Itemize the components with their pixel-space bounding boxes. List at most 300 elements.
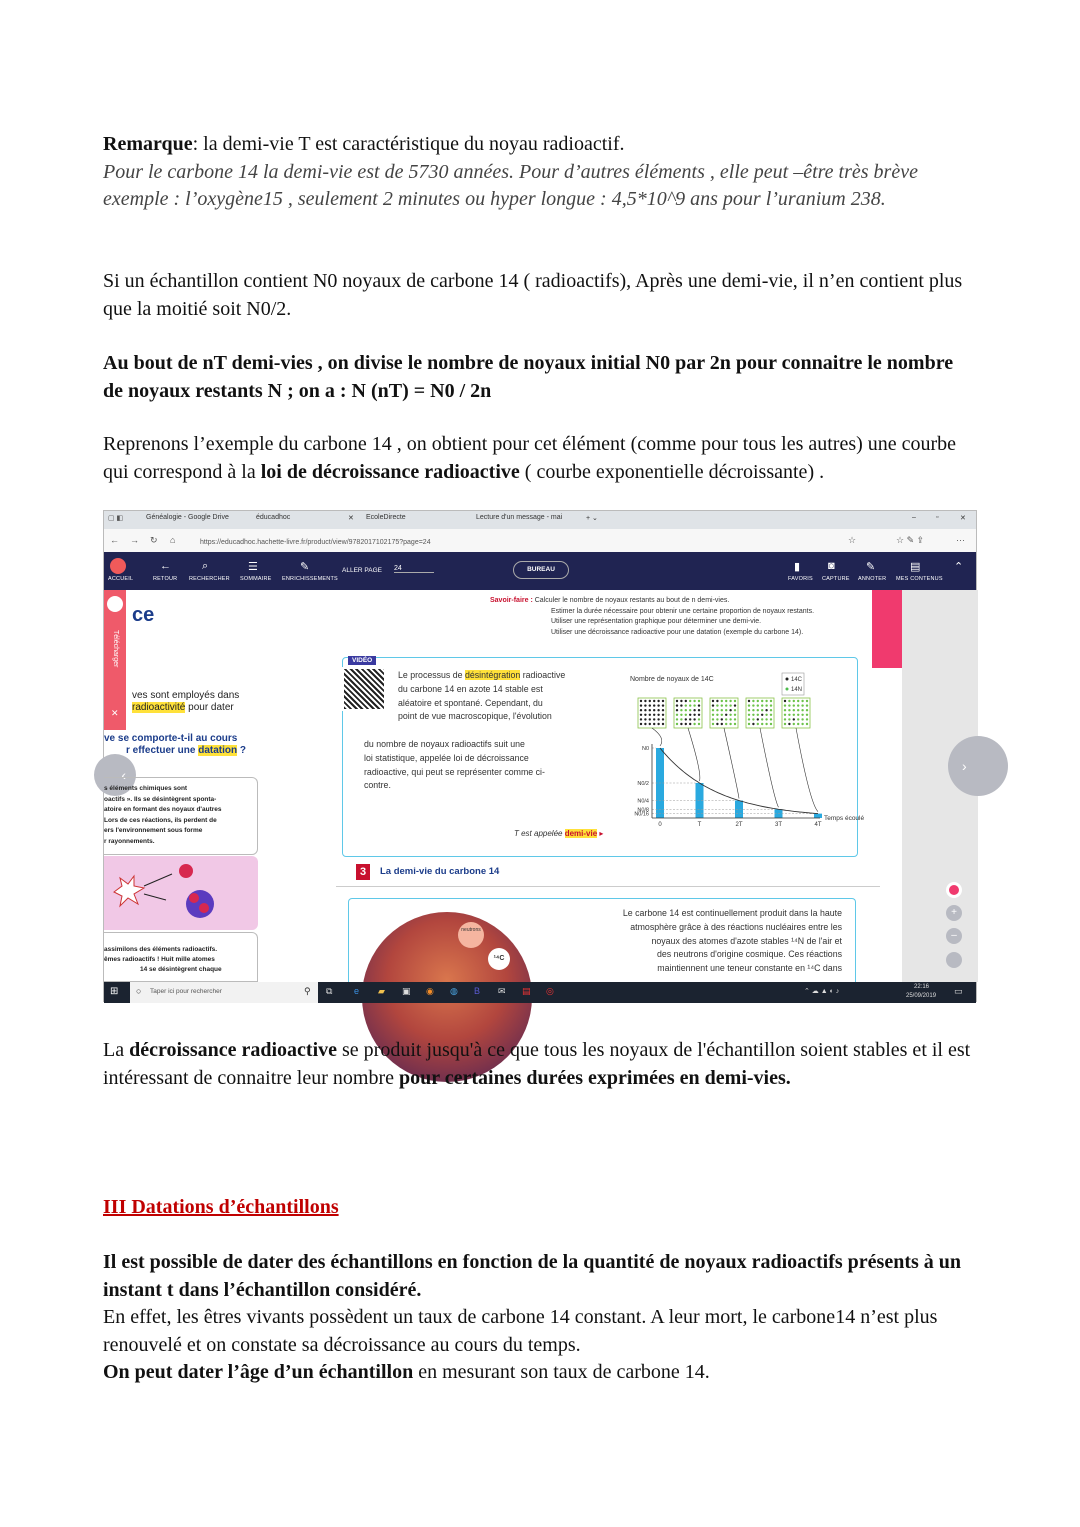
sample-grid-frame (782, 698, 810, 728)
sample-nucleus (765, 700, 767, 702)
sample-nucleus (793, 709, 795, 711)
sample-nucleus (752, 714, 754, 716)
carbone-line: maintiennent une teneur constante en ¹⁴C dans (657, 963, 842, 974)
sample-nucleus (653, 723, 655, 725)
grid-arrow (760, 728, 779, 807)
sample-nucleus (765, 709, 767, 711)
chart-xticks (658, 822, 822, 828)
rechercher-button[interactable]: RECHERCHER (189, 576, 230, 582)
sample-nucleus (765, 714, 767, 716)
para-decroissance (103, 1037, 978, 1092)
para-datation (103, 1249, 978, 1387)
sample-nucleus (770, 700, 772, 702)
sample-grid-frame (710, 698, 738, 728)
y-tick-label: N0/4 (637, 798, 649, 805)
sample-nucleus (797, 723, 799, 725)
intro-text-a: ves sont employés dans (132, 690, 240, 701)
task-view-icon[interactable]: ⧉ (326, 986, 333, 996)
sample-nucleus (693, 704, 695, 706)
tab-lecture-message[interactable]: Lecture d'un message - mai (476, 514, 563, 521)
sample-nucleus (693, 714, 695, 716)
sample-nucleus (649, 714, 651, 716)
left-question (104, 733, 260, 757)
maximize-icon[interactable]: ▫ (936, 514, 939, 521)
sample-nucleus (685, 714, 687, 716)
sample-nucleus (693, 723, 695, 725)
atom-illustration (104, 856, 258, 930)
sample-grid (782, 698, 818, 812)
sample-nucleus (716, 709, 718, 711)
zoom-out-icon[interactable]: – (946, 928, 962, 944)
sample-nucleus (653, 704, 655, 706)
video-line: radioactive, qui peut se représenter comme ci- (364, 766, 545, 777)
sample-nucleus (797, 704, 799, 706)
sample-nucleus (649, 704, 651, 706)
sample-nucleus (725, 709, 727, 711)
grid-arrow (796, 728, 818, 812)
sample-nucleus (640, 718, 642, 720)
sample-nucleus (788, 714, 790, 716)
sample-nucleus (806, 700, 808, 702)
sample-nucleus (689, 723, 691, 725)
sample-nucleus (757, 704, 759, 706)
x-tick-label: 2T (735, 822, 743, 828)
box-line: r rayonnements. (104, 837, 155, 845)
chart-sample-grids (638, 698, 818, 812)
decroissance-text-a: La (103, 1039, 130, 1061)
more-icon[interactable]: ··· (956, 535, 965, 545)
new-tab-icon[interactable]: + ⌄ (586, 515, 598, 522)
sample-nucleus (676, 714, 678, 716)
sample-nucleus (693, 718, 695, 720)
app-b-icon[interactable]: B (474, 986, 481, 996)
sample-nucleus (770, 709, 772, 711)
sample-nucleus (725, 723, 727, 725)
sample-nucleus (698, 709, 700, 711)
decroissance-text-c: se produit jusqu'à ce que tous les noyaux de l'échantillon soient stables et il est intéressant de connaitre leur nombre (103, 1039, 971, 1089)
sample-nucleus (662, 700, 664, 702)
retour-button[interactable]: RETOUR (153, 576, 178, 582)
close-icon[interactable]: ✕ (111, 708, 119, 718)
favoris-button[interactable]: FAVORIS (788, 576, 813, 582)
tab-ecoledirecte[interactable]: EcoleDirecte (366, 514, 406, 521)
capture-button[interactable]: CAPTURE (822, 576, 850, 582)
sample-nucleus (752, 723, 754, 725)
sample-nucleus (765, 718, 767, 720)
box-line: s éléments chimiques sont (104, 785, 188, 792)
sample-nucleus (685, 704, 687, 706)
left-intro (132, 690, 262, 714)
box-line: oactifs ». Ils se désintègrent sponta- (104, 795, 217, 803)
sample-nucleus (801, 718, 803, 720)
taskbar-date: 25/09/2019 (906, 993, 937, 999)
demi-vie-caption (514, 829, 603, 838)
chart-bar (814, 814, 822, 818)
box-line: atoire en formant des noyaux d'autres (104, 806, 222, 813)
x-tick-label: 4T (814, 822, 822, 828)
pdf-icon[interactable]: ▤ (522, 986, 531, 996)
sample-nucleus (653, 714, 655, 716)
sample-nucleus (685, 700, 687, 702)
grid-arrow (652, 728, 662, 746)
sample-nucleus (801, 723, 803, 725)
c14-label: ¹⁴C (488, 948, 510, 970)
close-window-icon[interactable]: ✕ (960, 515, 966, 522)
camera-icon[interactable]: ◙ (828, 560, 835, 572)
sample-nucleus (649, 718, 651, 720)
sample-nucleus (806, 704, 808, 706)
question-highlight: datation (198, 745, 238, 756)
cortana-icon: ○ (136, 986, 142, 996)
sample-nucleus (797, 709, 799, 711)
legend-c14: 14C (791, 677, 803, 683)
sample-nucleus (770, 718, 772, 720)
sample-nucleus (757, 709, 759, 711)
para-n0: Si un échantillon contient N0 noyaux de carbone 14 ( radioactifs), Après une demi-vie, il n’en contient plus que la moitié soit N0/2. (103, 270, 963, 320)
sample-nucleus (662, 709, 664, 711)
sample-nucleus (748, 700, 750, 702)
sample-nucleus (644, 714, 646, 716)
minimize-icon[interactable]: – (912, 514, 916, 521)
legend-n14-dot (786, 688, 789, 691)
sample-nucleus (734, 709, 736, 711)
datation-bold-2: On peut dater l’âge d’un échantillon (103, 1361, 414, 1383)
sample-nucleus (693, 709, 695, 711)
fullscreen-icon[interactable] (946, 952, 962, 968)
sample-grid (746, 698, 779, 807)
sample-nucleus (729, 700, 731, 702)
page-title: ce (132, 604, 155, 626)
sample-nucleus (757, 718, 759, 720)
sample-nucleus (676, 704, 678, 706)
sample-nucleus (712, 714, 714, 716)
sample-nucleus (752, 718, 754, 720)
mail-icon[interactable]: ✉ (498, 986, 506, 996)
sample-nucleus (725, 704, 727, 706)
zoom-in-icon[interactable]: + (946, 905, 962, 921)
sample-nucleus (806, 709, 808, 711)
mes-contenus-button[interactable]: MES CONTENUS (896, 576, 943, 582)
sample-nucleus (770, 714, 772, 716)
remarque-label: Remarque (103, 133, 193, 155)
aller-page-label: ALLER PAGE (342, 567, 382, 574)
list-icon[interactable]: ☰ (248, 561, 258, 573)
sample-nucleus (657, 718, 659, 720)
sample-grid (674, 698, 702, 781)
favorites-icon[interactable]: ☆ ✎ ⇪ (896, 535, 925, 545)
store-icon[interactable]: ▣ (402, 986, 411, 996)
sample-nucleus (729, 704, 731, 706)
datation-bold: Il est possible de dater des échantillons en fonction de la quantité de noyaux radioactifs présents à un instant t dans l’échantillon considéré. (103, 1251, 962, 1301)
sample-nucleus (649, 700, 651, 702)
reprenons-text-c: ( courbe exponentielle décroissante) . (519, 460, 825, 483)
taskbar-search-placeholder: Taper ici pour rechercher (150, 988, 222, 995)
carbone-line: noyaux des atomes d'azote stables ¹⁴N de l'air et (651, 935, 842, 946)
bottom-line: êmes radioactifs ! Huit mille atomes (104, 956, 215, 963)
sample-nucleus (765, 723, 767, 725)
folder-icon[interactable]: ▤ (910, 561, 921, 573)
sample-nucleus (801, 704, 803, 706)
prev-page-button[interactable]: ‹ (94, 754, 136, 796)
intro-text-c: pour dater (185, 702, 234, 713)
sample-nucleus (698, 718, 700, 720)
sample-nucleus (640, 704, 642, 706)
sample-nucleus (680, 714, 682, 716)
sample-nucleus (761, 700, 763, 702)
taskbar-search[interactable] (130, 982, 318, 1003)
sample-nucleus (680, 723, 682, 725)
sample-nucleus (712, 704, 714, 706)
close-icon[interactable]: ✕ (348, 515, 354, 522)
sample-nucleus (757, 700, 759, 702)
question-line1: ve se comporte-t-il au cours (104, 733, 238, 744)
mic-icon: ⚲ (304, 986, 311, 996)
logo-icon (110, 558, 126, 574)
tab-educadhoc[interactable]: éducadhoc (256, 514, 291, 521)
sample-nucleus (653, 709, 655, 711)
sample-nucleus (644, 723, 646, 725)
back-arrow-icon[interactable]: ← (160, 560, 171, 572)
sample-nucleus (680, 700, 682, 702)
tray-icons[interactable]: ⌃ ☁ ▲ ◐ ♪ (804, 988, 840, 995)
sample-nucleus (685, 709, 687, 711)
sample-nucleus (657, 704, 659, 706)
legend-n14: 14N (791, 687, 803, 693)
tab-genealogie[interactable]: Généalogie - Google Drive (146, 514, 229, 521)
sample-nucleus (793, 718, 795, 720)
sample-nucleus (640, 700, 642, 702)
para-reprenons (103, 431, 978, 486)
sample-nucleus (640, 723, 642, 725)
sample-nucleus (657, 709, 659, 711)
sample-nucleus (716, 714, 718, 716)
sample-grid (638, 698, 666, 746)
neutrons-label: neutrons (458, 922, 484, 948)
y-tick-label: N0/2 (637, 781, 649, 787)
search-icon[interactable]: ⌕ (202, 560, 209, 572)
sample-nucleus (689, 718, 691, 720)
sample-nucleus (712, 723, 714, 725)
sample-nucleus (698, 714, 700, 716)
sample-nucleus (770, 723, 772, 725)
star-icon[interactable]: ☆ (848, 535, 857, 545)
carbone-text (542, 907, 842, 976)
video-line: contre. (364, 780, 391, 791)
sample-grid (710, 698, 739, 799)
savoir-faire (490, 596, 870, 638)
carbone-line: Le carbone 14 est continuellement produit dans la haute (622, 908, 842, 918)
sample-nucleus (729, 709, 731, 711)
sample-nucleus (752, 709, 754, 711)
windows-start-icon[interactable]: ⊞ (110, 986, 119, 997)
video-line: loi statistique, appelée loi de décroissance (364, 752, 529, 763)
sample-nucleus (761, 704, 763, 706)
sample-nucleus (676, 700, 678, 702)
sample-nucleus (734, 718, 736, 720)
sample-nucleus (801, 700, 803, 702)
sample-nucleus (761, 709, 763, 711)
telecharger-label: Télécharger (112, 630, 119, 668)
sample-nucleus (644, 700, 646, 702)
sample-nucleus (644, 718, 646, 720)
intro-highlight: radioactivité (132, 702, 186, 713)
savoir-faire-line: Estimer la durée nécessaire pour obtenir une certaine proportion de noyaux restants. (551, 607, 815, 615)
sample-nucleus (788, 709, 790, 711)
sample-nucleus (797, 714, 799, 716)
firefox-icon[interactable]: ◉ (426, 986, 434, 996)
sample-nucleus (721, 700, 723, 702)
sample-nucleus (748, 709, 750, 711)
paperclip-icon[interactable]: ✎ (300, 561, 310, 573)
sample-nucleus (806, 718, 808, 720)
sample-nucleus (797, 718, 799, 720)
sample-nucleus (784, 700, 786, 702)
sample-nucleus (793, 704, 795, 706)
sample-nucleus (748, 714, 750, 716)
enrichissements-button[interactable]: ENRICHISSEMENTS (282, 576, 338, 582)
sample-nucleus (748, 704, 750, 706)
sample-nucleus (657, 723, 659, 725)
bureau-button[interactable]: BUREAU (513, 561, 569, 579)
forward-icon[interactable]: → (130, 535, 139, 545)
reprenons-bold: loi de décroissance radioactive (260, 460, 520, 483)
sample-nucleus (797, 700, 799, 702)
app-icon[interactable]: ◎ (546, 986, 554, 996)
sample-nucleus (676, 718, 678, 720)
demi-vie-highlight: demi-vie (564, 829, 598, 838)
video-text (398, 669, 604, 724)
sample-nucleus (793, 700, 795, 702)
chart-bars (652, 748, 822, 818)
video-badge: VIDÉO (348, 656, 376, 665)
sample-nucleus (752, 704, 754, 706)
sample-nucleus (662, 718, 664, 720)
info-box (104, 777, 258, 855)
bottom-line: 14 se désintègrent chaque (140, 966, 222, 973)
record-icon[interactable] (946, 882, 962, 898)
sample-nucleus (748, 718, 750, 720)
windows-taskbar (104, 982, 976, 1003)
sample-grid-frame (638, 698, 666, 728)
chart-legend (782, 673, 804, 695)
annoter-button[interactable]: ANNOTER (858, 576, 887, 582)
x-axis-label: Temps écoulé (824, 815, 865, 822)
remarque-paragraph (103, 131, 978, 214)
sample-nucleus (793, 723, 795, 725)
sample-nucleus (784, 704, 786, 706)
sample-nucleus (712, 709, 714, 711)
sample-nucleus (725, 700, 727, 702)
sample-nucleus (716, 700, 718, 702)
notification-icon[interactable]: ▭ (954, 986, 963, 996)
savoir-faire-line: Utiliser une décroissance radioactive pour une datation (exemple du carbone 14). (551, 628, 804, 636)
sample-nucleus (680, 709, 682, 711)
bookmark-icon[interactable]: ▮ (794, 561, 801, 573)
y-tick-label: N0 (641, 746, 649, 752)
browser-tabs (104, 511, 976, 529)
box-line: ers l'environnement sous forme (104, 827, 203, 834)
sample-nucleus (806, 714, 808, 716)
back-icon[interactable]: ← (110, 535, 119, 545)
accueil-label[interactable]: ACCUEIL (108, 576, 134, 582)
sample-nucleus (761, 718, 763, 720)
sample-nucleus (784, 718, 786, 720)
sample-nucleus (653, 700, 655, 702)
sample-nucleus (725, 714, 727, 716)
sample-grid-frame (674, 698, 702, 728)
sample-nucleus (662, 723, 664, 725)
decroissance-bold-end: pour certaines durées exprimées en demi-vies. (399, 1066, 791, 1089)
textbook-page (104, 590, 902, 982)
demi-vie-text: T est appelée (514, 829, 565, 838)
home-icon[interactable]: ⌂ (170, 535, 176, 545)
textbook-screenshot (103, 510, 977, 1002)
edge-icon[interactable]: e (354, 986, 360, 996)
page-number-input[interactable]: 24 (394, 565, 434, 573)
qr-code-icon[interactable] (342, 667, 386, 711)
atmosphere-illustration (354, 910, 540, 990)
sample-nucleus (712, 700, 714, 702)
sample-nucleus (734, 714, 736, 716)
sample-nucleus (788, 704, 790, 706)
sample-nucleus (788, 723, 790, 725)
sample-nucleus (657, 700, 659, 702)
video-line: du nombre de noyaux radioactifs suit une (364, 739, 525, 749)
chrome-icon[interactable]: ◍ (450, 986, 458, 996)
sample-nucleus (757, 714, 759, 716)
sample-nucleus (725, 718, 727, 720)
sample-nucleus (721, 714, 723, 716)
sample-nucleus (761, 714, 763, 716)
sample-nucleus (640, 714, 642, 716)
sample-nucleus (640, 709, 642, 711)
savoir-faire-label: Savoir-faire : (490, 597, 533, 604)
legend-c14-dot (786, 678, 789, 681)
sample-nucleus (662, 714, 664, 716)
explorer-icon[interactable]: ▰ (378, 986, 385, 996)
sample-nucleus (689, 709, 691, 711)
video-text-c: radioactive (520, 670, 566, 680)
sample-nucleus (685, 723, 687, 725)
sample-nucleus (788, 718, 790, 720)
sample-nucleus (729, 714, 731, 716)
video-line: du carbone 14 en azote 14 stable est (398, 683, 543, 694)
sommaire-button[interactable]: SOMMAIRE (240, 576, 272, 582)
video-highlight: désintégration (465, 670, 521, 680)
sample-nucleus (721, 723, 723, 725)
pencil-icon[interactable]: ✎ (866, 561, 876, 573)
sample-nucleus (680, 704, 682, 706)
chevron-up-icon[interactable]: ⌃ (954, 561, 964, 573)
section-3-title: La demi-vie du carbone 14 (380, 866, 500, 877)
decroissance-bold: décroissance radioactive (129, 1039, 338, 1061)
sample-nucleus (689, 714, 691, 716)
sample-nucleus (721, 709, 723, 711)
sample-nucleus (698, 723, 700, 725)
grid-arrow (688, 728, 700, 781)
video-line: point de vue macroscopique, l'évolution (398, 711, 552, 722)
tab-icons: ▢ ◧ (108, 515, 124, 522)
sample-nucleus (784, 723, 786, 725)
sample-nucleus (698, 700, 700, 702)
sample-nucleus (716, 723, 718, 725)
y-tick-label: N0/8 (637, 807, 649, 814)
sample-nucleus (693, 700, 695, 702)
bottom-line: assimilons des éléments radioactifs. (104, 946, 218, 953)
next-page-button[interactable]: › (948, 736, 1008, 796)
url-field[interactable]: https://educadhoc.hachette-livre.fr/product/view/9782017102175?page=24 (200, 539, 431, 546)
refresh-icon[interactable]: ↻ (150, 535, 158, 545)
